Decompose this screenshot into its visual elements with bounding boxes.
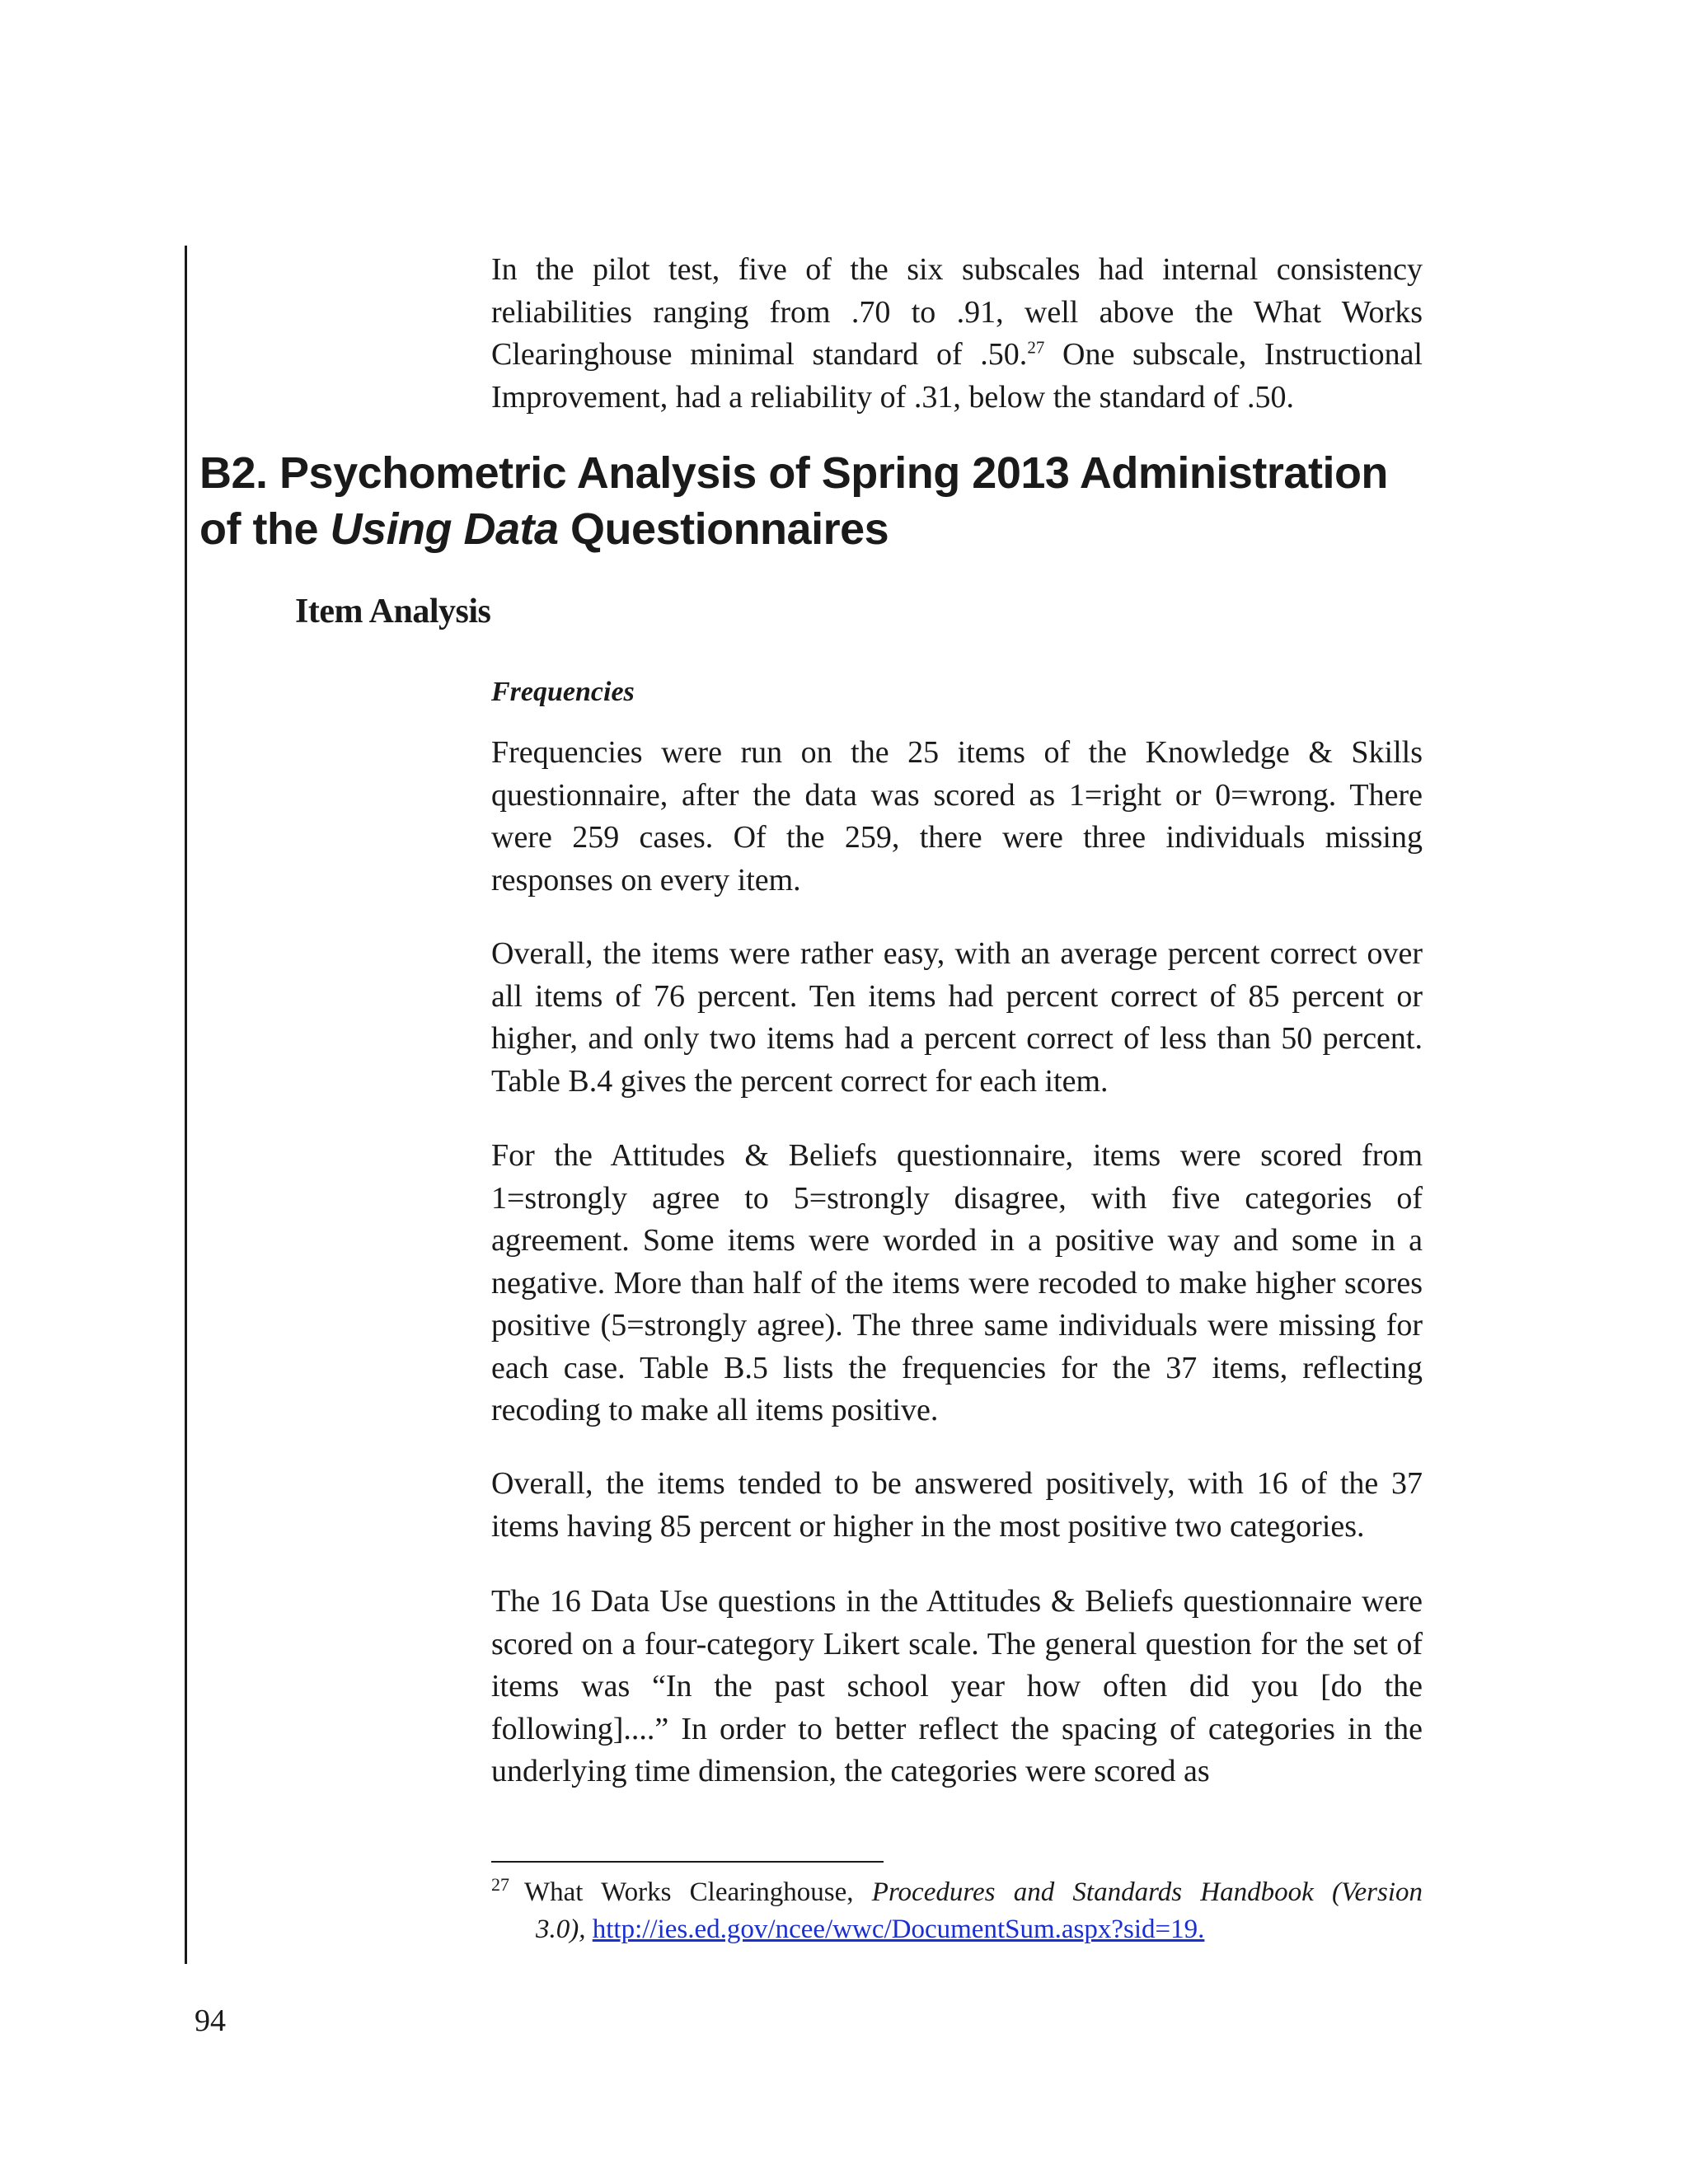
subsection-heading-item-analysis: Item Analysis xyxy=(295,593,491,630)
paragraph-overall-positive: Overall, the items tended to be answered positively, with 16 of the 37 items having 85 percent or higher in the most positive two categories. xyxy=(491,1466,1423,1544)
footnote-title: Procedures and Standards Handbook (Version xyxy=(871,1877,1423,1907)
paragraph-overall-easy: Overall, the items were rather easy, with an average percent correct over all items of 76 percent. Ten items had percent correct of 85 percent or higher, and only two items had a percent correct of less than 50 percent. Table B.4 gives the percent correct for each item. xyxy=(491,936,1423,1099)
paragraph-knowledge-skills: Frequencies were run on the 25 items of the Knowledge & Skills questionnaire, after the data was scored as 1=right or 0=wrong. There were 259 cases. Of the 259, there were three individuals missing responses on every item. xyxy=(491,735,1423,898)
section-heading-b2 xyxy=(199,445,1436,557)
section-heading-italic: Using Data xyxy=(330,504,559,554)
footnote-title-continued: 3.0), xyxy=(536,1915,586,1944)
footnote-27 xyxy=(491,1875,1423,1947)
footnote-line-2 xyxy=(491,1912,1423,1947)
footnote-link[interactable]: http://ies.ed.gov/ncee/wwc/DocumentSum.aspx?sid=19. xyxy=(592,1915,1205,1944)
paragraph-pilot-test-text: In the pilot test, five of the six subscales had internal consistency reliabilities ranging from .70 to .91, well above the What Works Clearinghouse minimal standard of .50. xyxy=(491,252,1423,372)
paragraph-data-use: The 16 Data Use questions in the Attitudes & Beliefs questionnaire were scored on a four-category Likert scale. The general question for the set of items was “In the past school year how often did you [do the following]....” In order to better reflect the spacing of categories in the underlying time dimension, the categories were scored as xyxy=(491,1584,1423,1788)
footnote-text xyxy=(524,1875,1423,1910)
section-heading-prefix: B2. Psychometric Analysis of Spring 2013 Administration of the xyxy=(199,448,1388,554)
footnote-number: 27 xyxy=(491,1874,509,1895)
paragraph-attitudes-beliefs: For the Attitudes & Beliefs questionnaire, items were scored from 1=strongly agree to 5=strongly disagree, with five categories of agreement. Some items were worded in a positive way and some in a negative. More than half of the items were recoded to make higher scores positive (5=strongly agree). The three same individuals were missing for each case. Table B.5 lists the frequencies for the 37 items, reflecting recoding to make all items positive. xyxy=(491,1138,1423,1427)
footnote-source: What Works Clearinghouse, xyxy=(524,1877,854,1907)
page-number: 94 xyxy=(195,2004,226,2038)
paragraph-pilot-test xyxy=(491,249,1423,419)
minor-heading-frequencies: Frequencies xyxy=(491,677,635,707)
footnote-rule xyxy=(491,1861,884,1863)
section-heading-suffix: Questionnaires xyxy=(558,504,889,554)
margin-rule xyxy=(185,246,187,1964)
footnote-line-1 xyxy=(491,1875,1423,1912)
paragraph-pilot-test-text-continued: One subscale, Instructional Improvement, had a reliability of .31, below the standard of .50. xyxy=(491,337,1423,415)
footnote-reference-27[interactable]: 27 xyxy=(1027,337,1045,358)
